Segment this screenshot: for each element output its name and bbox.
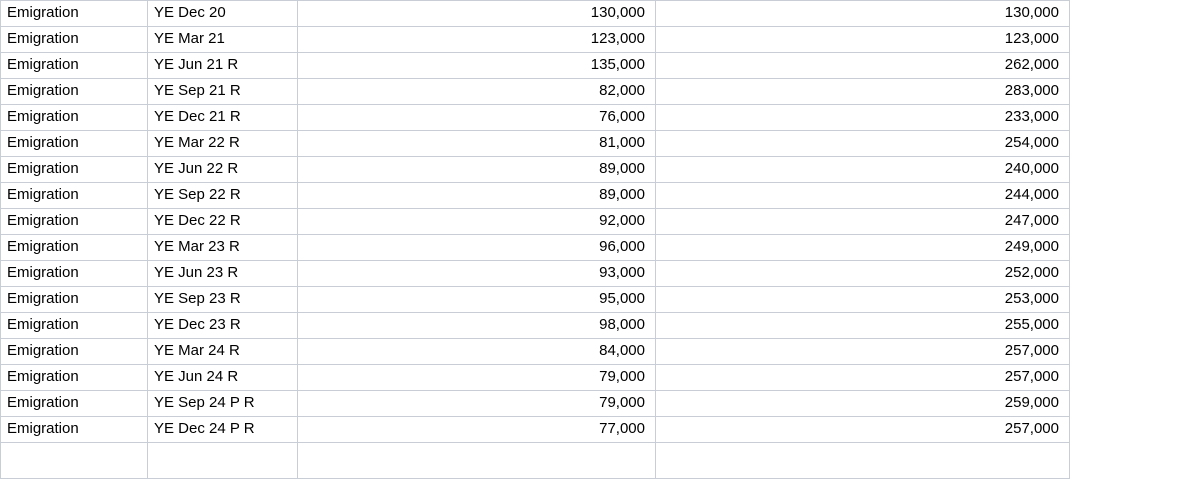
value-1-cell <box>298 443 656 479</box>
measure-cell: Emigration <box>1 183 148 209</box>
period-cell: YE Jun 23 R <box>148 261 298 287</box>
value-1-cell: 96,000 <box>298 235 656 261</box>
period-cell: YE Mar 21 <box>148 27 298 53</box>
period-cell: YE Sep 23 R <box>148 287 298 313</box>
value-1-cell: 84,000 <box>298 339 656 365</box>
period-cell: YE Sep 21 R <box>148 79 298 105</box>
measure-cell: Emigration <box>1 209 148 235</box>
value-1-cell: 130,000 <box>298 1 656 27</box>
value-2-cell: 254,000 <box>656 131 1070 157</box>
value-1-cell: 98,000 <box>298 313 656 339</box>
period-cell: YE Sep 22 R <box>148 183 298 209</box>
table-row <box>1 261 1070 287</box>
value-1-cell: 93,000 <box>298 261 656 287</box>
value-1-cell: 81,000 <box>298 131 656 157</box>
value-2-cell <box>656 443 1070 479</box>
table-body <box>1 1 1070 479</box>
table-row <box>1 209 1070 235</box>
measure-cell: Emigration <box>1 79 148 105</box>
measure-cell: Emigration <box>1 261 148 287</box>
value-2-cell: 233,000 <box>656 105 1070 131</box>
value-1-cell: 79,000 <box>298 391 656 417</box>
period-cell: YE Jun 21 R <box>148 53 298 79</box>
value-2-cell: 252,000 <box>656 261 1070 287</box>
table-row <box>1 27 1070 53</box>
measure-cell: Emigration <box>1 157 148 183</box>
period-cell: YE Dec 24 P R <box>148 417 298 443</box>
measure-cell <box>1 443 148 479</box>
measure-cell: Emigration <box>1 53 148 79</box>
measure-cell: Emigration <box>1 287 148 313</box>
measure-cell: Emigration <box>1 391 148 417</box>
value-1-cell: 77,000 <box>298 417 656 443</box>
value-1-cell: 79,000 <box>298 365 656 391</box>
table-row <box>1 79 1070 105</box>
value-2-cell: 257,000 <box>656 417 1070 443</box>
table-row <box>1 183 1070 209</box>
value-2-cell: 253,000 <box>656 287 1070 313</box>
table-row <box>1 313 1070 339</box>
measure-cell: Emigration <box>1 27 148 53</box>
measure-cell: Emigration <box>1 365 148 391</box>
period-cell: YE Dec 22 R <box>148 209 298 235</box>
table-row <box>1 417 1070 443</box>
value-1-cell: 89,000 <box>298 157 656 183</box>
period-cell: YE Dec 23 R <box>148 313 298 339</box>
table-row <box>1 1 1070 27</box>
value-2-cell: 262,000 <box>656 53 1070 79</box>
measure-cell: Emigration <box>1 105 148 131</box>
value-2-cell: 247,000 <box>656 209 1070 235</box>
value-2-cell: 257,000 <box>656 365 1070 391</box>
value-2-cell: 255,000 <box>656 313 1070 339</box>
table-row <box>1 53 1070 79</box>
measure-cell: Emigration <box>1 313 148 339</box>
table-row <box>1 105 1070 131</box>
value-2-cell: 123,000 <box>656 27 1070 53</box>
value-1-cell: 76,000 <box>298 105 656 131</box>
value-2-cell: 283,000 <box>656 79 1070 105</box>
value-1-cell: 89,000 <box>298 183 656 209</box>
value-2-cell: 259,000 <box>656 391 1070 417</box>
value-2-cell: 240,000 <box>656 157 1070 183</box>
value-1-cell: 135,000 <box>298 53 656 79</box>
value-2-cell: 249,000 <box>656 235 1070 261</box>
table-row <box>1 157 1070 183</box>
period-cell: YE Dec 21 R <box>148 105 298 131</box>
measure-cell: Emigration <box>1 339 148 365</box>
measure-cell: Emigration <box>1 1 148 27</box>
period-cell <box>148 443 298 479</box>
period-cell: YE Dec 20 <box>148 1 298 27</box>
period-cell: YE Mar 23 R <box>148 235 298 261</box>
value-1-cell: 92,000 <box>298 209 656 235</box>
value-1-cell: 82,000 <box>298 79 656 105</box>
value-2-cell: 130,000 <box>656 1 1070 27</box>
table-row <box>1 391 1070 417</box>
period-cell: YE Mar 24 R <box>148 339 298 365</box>
period-cell: YE Mar 22 R <box>148 131 298 157</box>
table-row <box>1 287 1070 313</box>
period-cell: YE Jun 22 R <box>148 157 298 183</box>
table-row <box>1 365 1070 391</box>
value-1-cell: 95,000 <box>298 287 656 313</box>
measure-cell: Emigration <box>1 235 148 261</box>
table-row-blank <box>1 443 1070 479</box>
table-row <box>1 131 1070 157</box>
table-row <box>1 235 1070 261</box>
value-1-cell: 123,000 <box>298 27 656 53</box>
period-cell: YE Sep 24 P R <box>148 391 298 417</box>
period-cell: YE Jun 24 R <box>148 365 298 391</box>
measure-cell: Emigration <box>1 417 148 443</box>
value-2-cell: 244,000 <box>656 183 1070 209</box>
table-row <box>1 339 1070 365</box>
value-2-cell: 257,000 <box>656 339 1070 365</box>
measure-cell: Emigration <box>1 131 148 157</box>
